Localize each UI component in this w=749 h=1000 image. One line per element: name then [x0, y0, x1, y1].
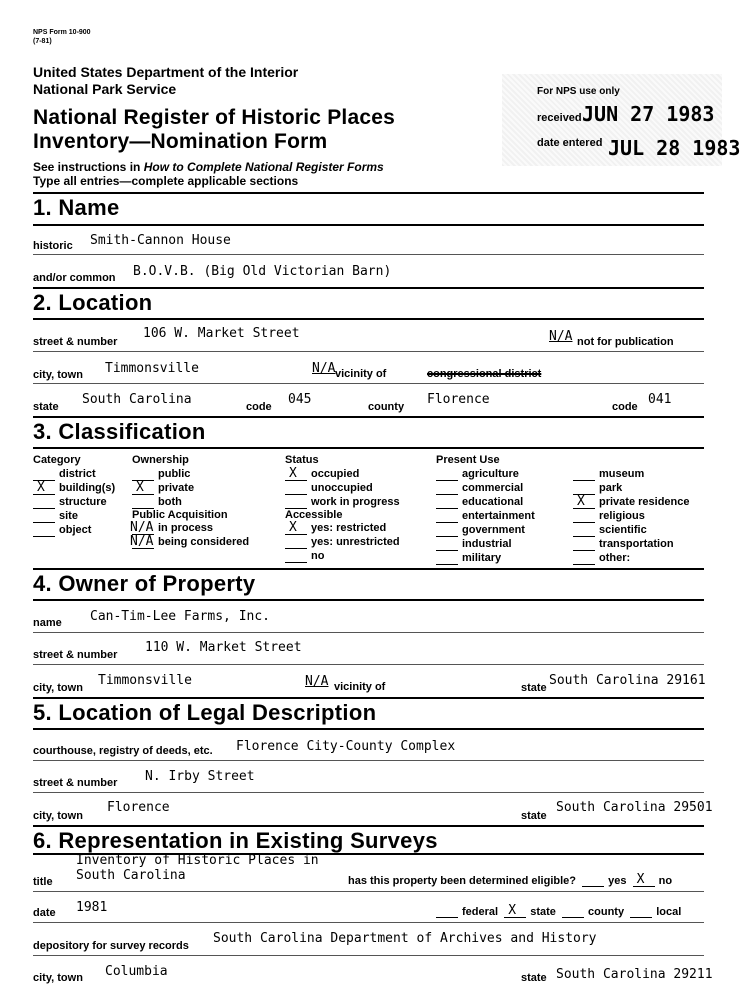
yes-label: yes [608, 875, 627, 887]
not-for-publication-mark: N/A [549, 329, 573, 344]
depository-state-label: state [521, 972, 547, 984]
city-label: city, town [33, 369, 83, 381]
owner-vicinity-mark: N/A [305, 674, 329, 689]
field-rule [33, 632, 704, 633]
historic-name-value: Smith-Cannon House [90, 233, 231, 248]
service-name: National Park Service [33, 81, 177, 97]
state-code-value: 045 [288, 392, 312, 407]
section-rule [33, 416, 704, 418]
checkbox-item: X private residence [573, 495, 690, 509]
survey-title-label: title [33, 876, 53, 888]
instructions-line2: Type all entries—complete applicable sections [33, 174, 299, 188]
section-rule [33, 287, 704, 289]
section-rule [33, 568, 704, 570]
checkbox-item: N/A being considered [130, 534, 250, 549]
received-label: received [537, 112, 582, 124]
historic-label: historic [33, 240, 73, 252]
owner-street-value: 110 W. Market Street [145, 640, 302, 655]
depository-state-value: South Carolina 29211 [556, 967, 713, 982]
not-for-publication-label: not for publication [577, 336, 674, 348]
local-level-label: local [656, 906, 682, 918]
owner-city-value: Timmonsville [98, 673, 192, 688]
checkbox-item: X yes: restricted [285, 521, 400, 535]
depository-city-value: Columbia [105, 964, 168, 979]
checkbox-item: agriculture [436, 467, 535, 481]
section-6-title: 6. Representation in Existing Surveys [33, 828, 438, 853]
entered-stamp: JUL 28 1983 [608, 136, 741, 160]
legal-street-label: street & number [33, 777, 118, 789]
legal-state-value: South Carolina 29501 [556, 800, 713, 815]
checkbox-item: other: [573, 551, 690, 565]
checkbox-item: work in progress [285, 495, 400, 509]
checkbox-item: educational [436, 495, 535, 509]
form-title-line2: Inventory—Nomination Form [33, 130, 328, 153]
checkbox-item: government [436, 523, 535, 537]
section-rule [33, 318, 704, 320]
checkbox-item: X private [132, 481, 249, 495]
owner-state-label: state [521, 682, 547, 694]
status-list [285, 467, 400, 563]
checkbox-item: military [436, 551, 535, 565]
owner-name-label: name [33, 617, 62, 629]
checkbox-item: industrial [436, 537, 535, 551]
category-heading: Category [33, 454, 81, 466]
field-rule [33, 792, 704, 793]
instructions-line1 [33, 160, 384, 174]
legal-street-value: N. Irby Street [145, 769, 255, 784]
vicinity-mark: N/A [312, 361, 336, 376]
checkbox-item: site [33, 509, 115, 523]
common-name-value: B.O.V.B. (Big Old Victorian Barn) [133, 264, 392, 279]
date-entered-label: date entered [537, 137, 603, 149]
county-code-label: code [612, 401, 638, 413]
checkbox-item: no [285, 549, 400, 563]
courthouse-label: courthouse, registry of deeds, etc. [33, 745, 213, 757]
checkbox-item: district [33, 467, 115, 481]
street-value: 106 W. Market Street [143, 326, 300, 341]
checkbox-item: object [33, 523, 115, 537]
survey-date-value: 1981 [76, 900, 108, 915]
checkbox-item: museum [573, 467, 690, 481]
section-rule [33, 599, 704, 601]
received-stamp: JUN 27 1983 [582, 102, 715, 126]
ownership-list [132, 467, 249, 549]
code-label: code [246, 401, 272, 413]
checkbox-item: religious [573, 509, 690, 523]
section-rule [33, 697, 704, 699]
category-list [33, 467, 115, 537]
vicinity-label: vicinity of [335, 368, 387, 380]
checkbox-item: scientific [573, 523, 690, 537]
department-name: United States Department of the Interior [33, 64, 299, 80]
field-rule [33, 383, 704, 384]
owner-vicinity-label: vicinity of [334, 681, 386, 693]
county-label: county [368, 401, 405, 413]
legal-state-label: state [521, 810, 547, 822]
section-rule [33, 728, 704, 730]
field-rule [33, 922, 704, 923]
section-rule [33, 447, 704, 449]
checkbox-item: entertainment [436, 509, 535, 523]
county-value: Florence [427, 392, 490, 407]
courthouse-value: Florence City-County Complex [236, 739, 456, 754]
accessible-heading: Accessible [285, 509, 343, 521]
section-1-title: 1. Name [33, 195, 120, 220]
checkbox-item: public [132, 467, 249, 481]
checkbox-item: unoccupied [285, 481, 400, 495]
state-value: South Carolina [82, 392, 192, 407]
status-heading: Status [285, 454, 319, 466]
instructions-title: How to Complete National Register Forms [143, 160, 384, 174]
common-name-label: and/or common [33, 272, 116, 284]
form-revision: (7-81) [33, 38, 52, 45]
owner-name-value: Can-Tim-Lee Farms, Inc. [90, 609, 271, 624]
legal-city-label: city, town [33, 810, 83, 822]
section-rule [33, 192, 704, 194]
field-rule [33, 955, 704, 956]
owner-state-value: South Carolina 29161 [549, 673, 706, 688]
survey-title-line2: South Carolina [76, 868, 186, 883]
street-label: street & number [33, 336, 118, 348]
survey-date-label: date [33, 907, 56, 919]
nps-use-label: For NPS use only [537, 86, 620, 97]
depository-value: South Carolina Department of Archives and History [213, 931, 597, 946]
field-rule [33, 664, 704, 665]
instructions-prefix: See instructions in [33, 160, 144, 174]
section-5-title: 5. Location of Legal Description [33, 700, 377, 725]
section-2-title: 2. Location [33, 290, 153, 315]
legal-city-value: Florence [107, 800, 170, 815]
depository-label: depository for survey records [33, 940, 189, 952]
field-rule [33, 891, 704, 892]
checkbox-item: both [132, 495, 249, 509]
state-level-label: state [530, 906, 556, 918]
present-use-list-1 [436, 467, 535, 565]
checkbox-item: park [573, 481, 690, 495]
field-rule [33, 351, 704, 352]
form-title-line1: National Register of Historic Places [33, 106, 395, 129]
survey-title-line1: Inventory of Historic Places in [76, 853, 319, 868]
public-acquisition-heading: Public Acquisition [132, 509, 228, 521]
field-rule [33, 254, 704, 255]
section-rule [33, 224, 704, 226]
eligible-question: has this property been determined eligible? yes X no [348, 872, 673, 887]
checkbox-item: X building(s) [33, 481, 115, 495]
section-rule [33, 825, 704, 827]
city-value: Timmonsville [105, 361, 199, 376]
section-4-title: 4. Owner of Property [33, 571, 256, 596]
no-label: no [658, 875, 673, 887]
ownership-heading: Ownership [132, 454, 189, 466]
owner-street-label: street & number [33, 649, 118, 661]
checkbox-item: commercial [436, 481, 535, 495]
eligible-question-text: has this property been determined eligible? [348, 875, 576, 887]
owner-city-label: city, town [33, 682, 83, 694]
field-rule [33, 760, 704, 761]
state-label: state [33, 401, 59, 413]
depository-city-label: city, town [33, 972, 83, 984]
present-use-heading: Present Use [436, 454, 500, 466]
checkbox-item: N/A in process [130, 520, 214, 535]
congressional-district-struck: congressional district [427, 368, 542, 380]
county-level-label: county [588, 906, 625, 918]
survey-level: federal X state county local [436, 906, 681, 918]
present-use-list-2 [573, 467, 690, 565]
checkbox-item: structure [33, 495, 115, 509]
county-code-value: 041 [648, 392, 672, 407]
checkbox-item: transportation [573, 537, 690, 551]
federal-label: federal [462, 906, 499, 918]
checkbox-item: yes: unrestricted [285, 535, 400, 549]
section-3-title: 3. Classification [33, 419, 206, 444]
form-number: NPS Form 10-900 [33, 29, 91, 36]
checkbox-item: X occupied [285, 467, 400, 481]
